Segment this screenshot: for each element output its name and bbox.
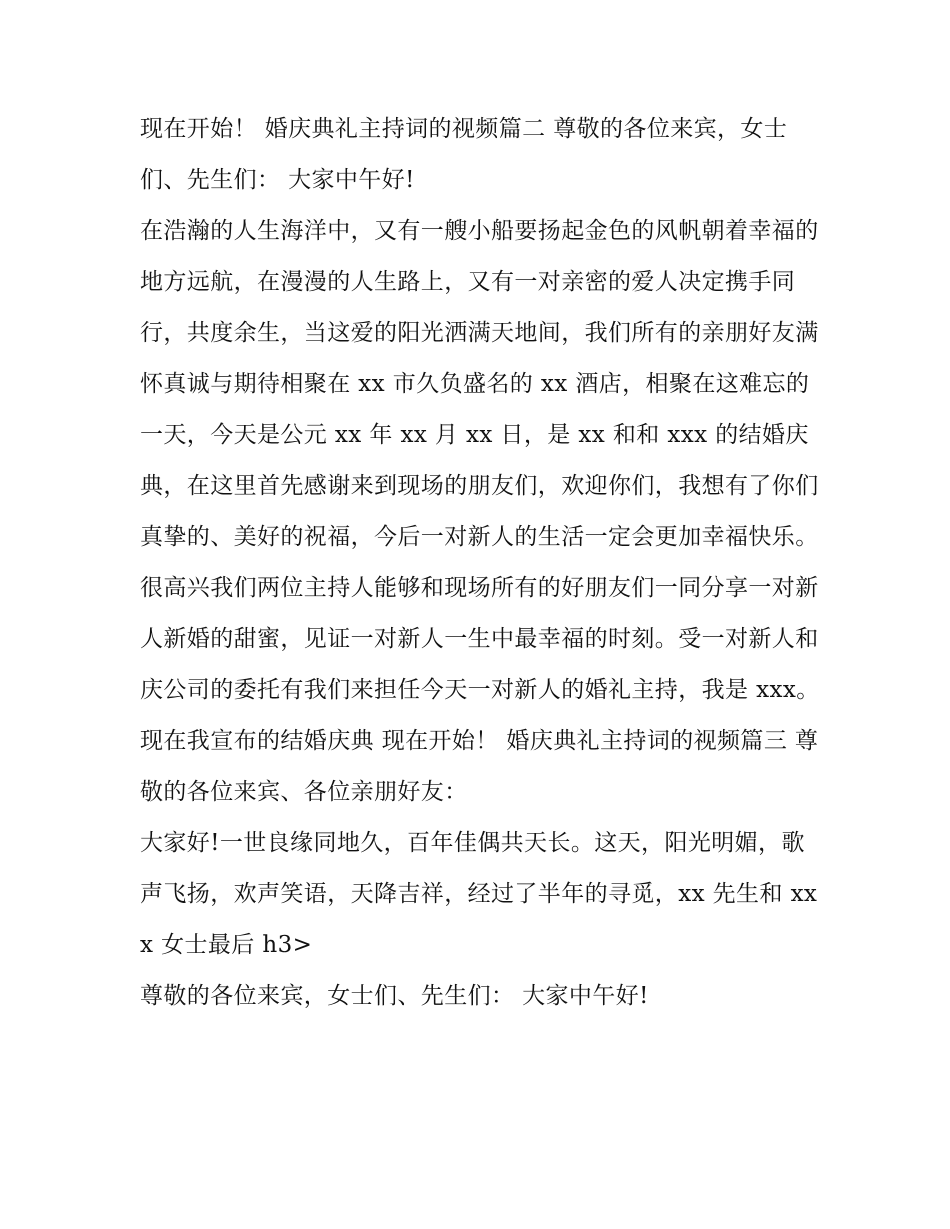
- paragraph-5: 大家好!一世良缘同地久，百年佳偶共天长。这天，阳光明媚，歌声飞扬，欢声笑语，天降吉祥，经过了半年的寻觅，xx 先生和 xxx 女士最后 h3>: [140, 830, 818, 958]
- paragraph-3: 很高兴我们两位主持人能够和现场所有的好朋友们一同分享一对新人新婚的甜蜜，见证一对新人一生中最幸福的时刻。受一对新人和庆公司的委托有我们来担任今天一对新人的婚礼主持，我是 xxx。: [140, 575, 820, 703]
- paragraph-1: 现在开始！ 婚庆典礼主持词的视频篇二 尊敬的各位来宾，女士们、先生们： 大家中午好!: [140, 116, 788, 193]
- paragraph-6: 尊敬的各位来宾，女士们、先生们： 大家中午好!: [140, 983, 649, 1009]
- document-body: [140, 104, 820, 1022]
- paragraph-4: 现在我宣布的结婚庆典 现在开始！ 婚庆典礼主持词的视频篇三 尊敬的各位来宾、各位亲朋好友：: [140, 728, 819, 805]
- paragraph-2: 在浩瀚的人生海洋中，又有一艘小船要扬起金色的风帆朝着幸福的地方远航，在漫漫的人生路上，又有一对亲密的爱人决定携手同行，共度余生，当这爱的阳光洒满天地间，我们所有的亲朋好友满怀真诚与期待相聚在 xx 市久负盛名的 xx 酒店，相聚在这难忘的一天，今天是公元 xx 年 xx 月 xx 日，是 xx 和和 xxx 的结婚庆典，在这里首先感谢来到现场的朋友们，欢迎你们，我想有了你们真挚的、美好的祝福，今后一对新人的生活一定会更加幸福快乐。: [140, 218, 819, 550]
